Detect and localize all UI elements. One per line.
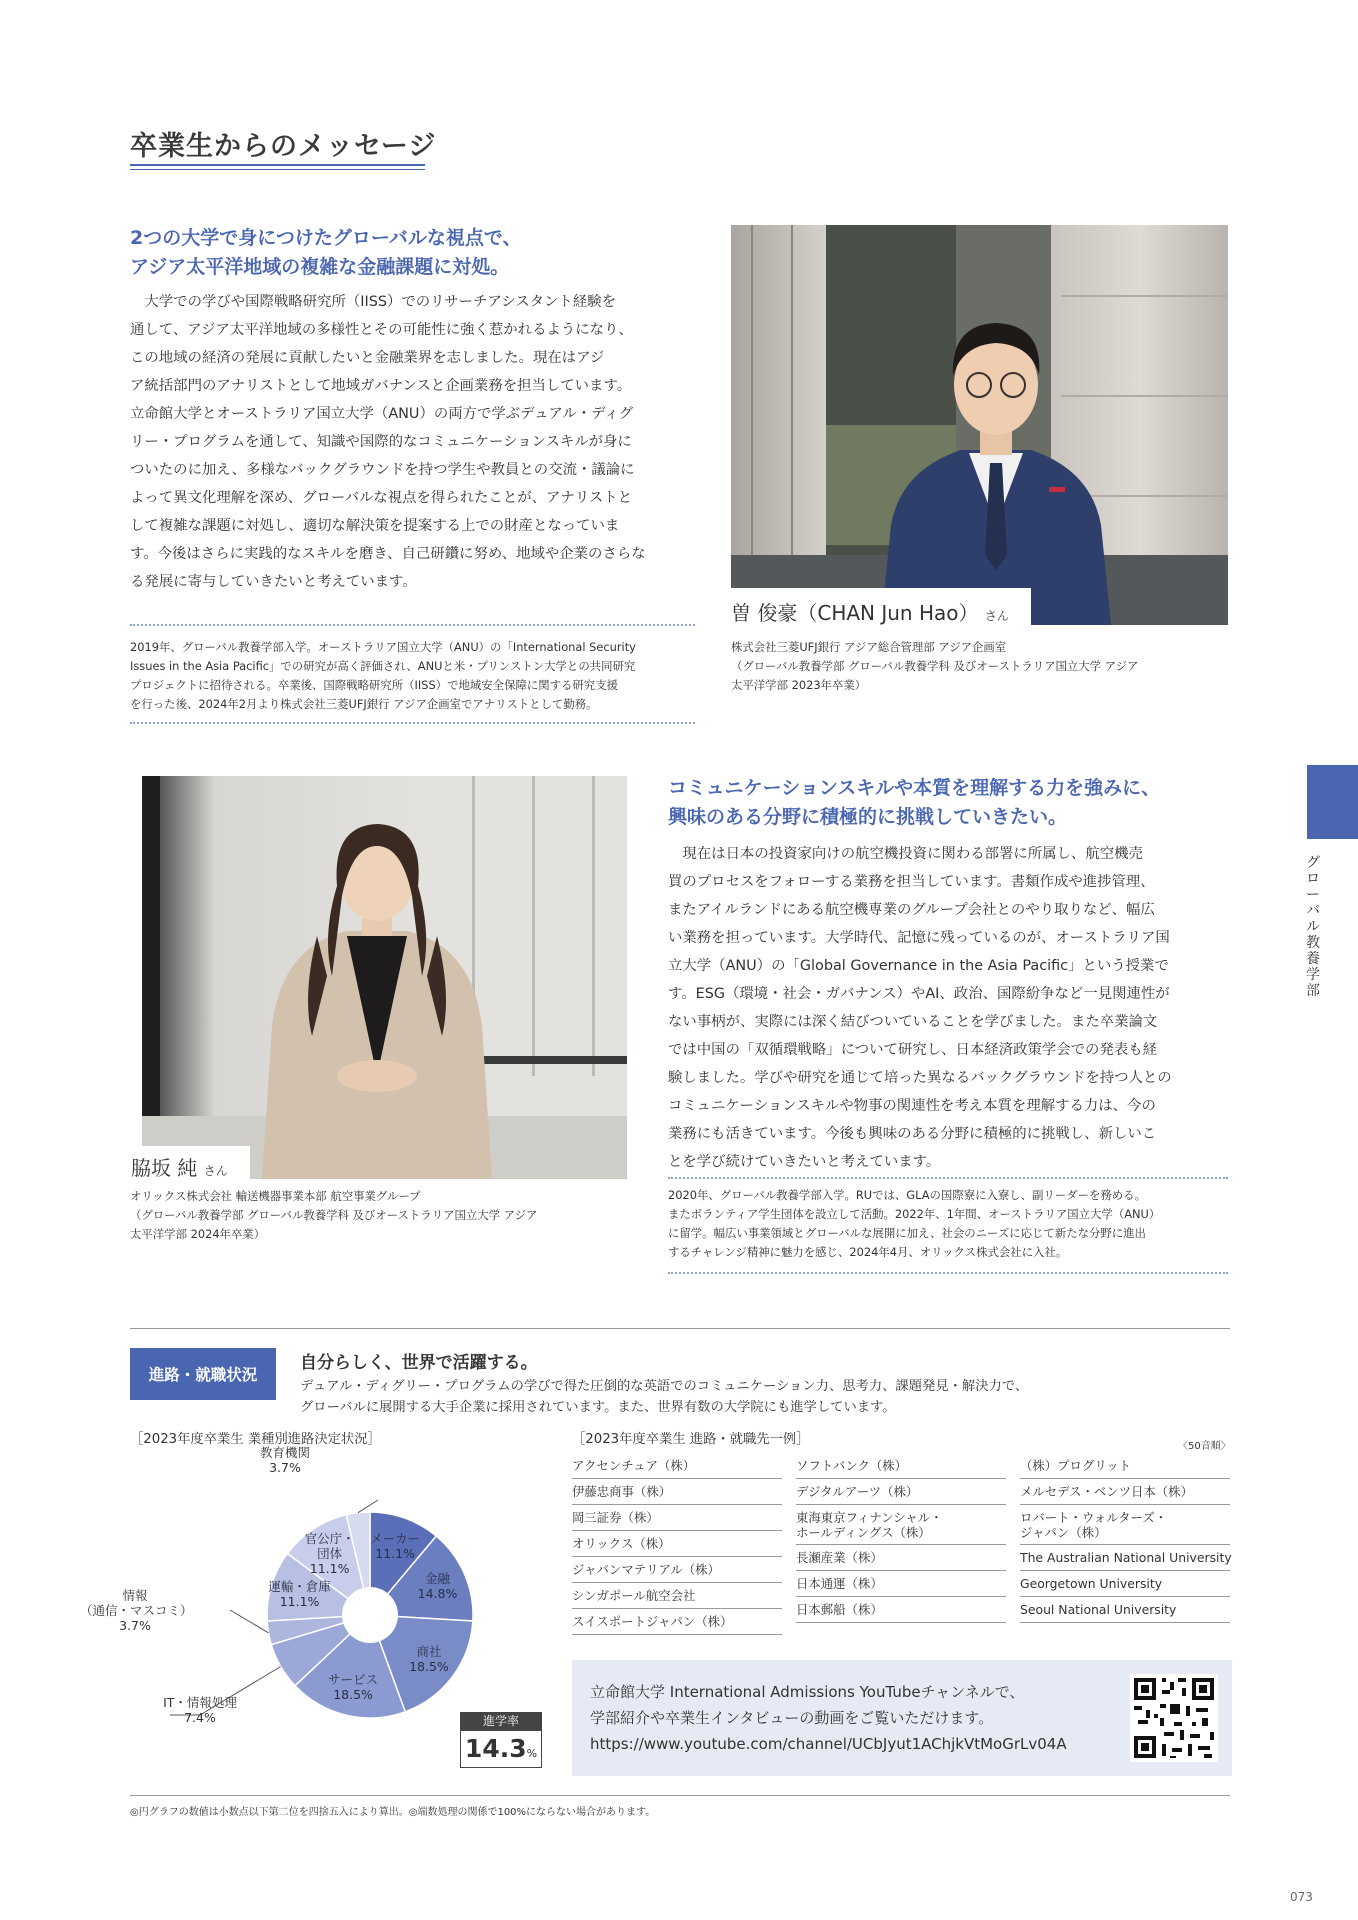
- alumni2-affiliation-line: 太平洋学部 2024年卒業）: [130, 1227, 266, 1241]
- career-headline: 自分らしく、世界で活躍する。: [300, 1353, 538, 1373]
- page-title: 卒業生からのメッセージ: [130, 131, 437, 162]
- company-name: スイスポートジャパン（株）: [572, 1614, 733, 1629]
- alumni2-name-text: 脇坂 純: [131, 1156, 198, 1180]
- pie-label-text: 運輸・倉庫: [268, 1578, 331, 1594]
- company-name: Georgetown University: [1020, 1576, 1163, 1591]
- alumni1-bio-line: を行った後、2024年2月より株式会社三菱UFJ銀行 アジア企画室でアナリストとして勤務。: [130, 697, 598, 711]
- alumni1-bio-line: 2019年、グローバル教養学部入学。オーストラリア国立大学（ANU）の「International Security: [130, 640, 636, 654]
- company-item: [796, 1505, 1006, 1545]
- alumni1-body-line: す。今後はさらに実践的なスキルを磨き、自己研鑽に努め、地域や企業のさらな: [130, 546, 646, 562]
- alumni2-headline-line: 興味のある分野に積極的に挑戦していきたい。: [668, 806, 1068, 828]
- section-tab: [1307, 765, 1358, 839]
- alumni2-bio-line: またボランティア学生団体を設立して活動。2022年、1年間、オーストラリア国立大学（ANU）: [668, 1207, 1161, 1221]
- company-item: [572, 1453, 782, 1479]
- alumni2-headline: [668, 774, 1160, 832]
- company-name: （株）プログリット: [1020, 1458, 1132, 1473]
- company-name: 日本郵船（株）: [796, 1602, 883, 1617]
- company-item: [1020, 1479, 1230, 1505]
- pie-label-text: 3.7%: [119, 1617, 151, 1633]
- companies-column-1: [572, 1453, 782, 1635]
- alumni2-divider: [668, 1177, 1228, 1179]
- qr-code-icon[interactable]: [1130, 1674, 1218, 1762]
- alumni1-divider: [130, 624, 695, 626]
- page-number: 073: [1290, 1890, 1313, 1904]
- youtube-text: 学部紹介や卒業生インタビューの動画をご覧いただけます。: [590, 1709, 994, 1727]
- alumni1-body-line: ついたのに加え、多様なバックグラウンドを持つ学生や教員との交流・議論に: [130, 462, 635, 478]
- pie-label-text: 11.1%: [375, 1545, 415, 1561]
- pie-label: [275, 1531, 385, 1576]
- company-item: [1020, 1453, 1230, 1479]
- alumni2-honorific: さん: [203, 1164, 228, 1178]
- alumni2-affiliation-line: （グローバル教養学部 グローバル教養学科 及びオーストラリア国立大学 アジア: [130, 1208, 538, 1222]
- youtube-box: [572, 1660, 1232, 1776]
- company-item: [796, 1597, 1006, 1623]
- alumni2-bio-line: するチャレンジ精神に魅力を感じ、2024年4月、オリックス株式会社に入社。: [668, 1245, 1068, 1259]
- section-rule: [130, 1328, 1230, 1329]
- company-name: シンガポール航空会社: [572, 1588, 696, 1603]
- pie-label-text: サービス: [328, 1671, 379, 1687]
- alumni2-body-line: とを学び続けていきたいと考えています。: [668, 1154, 941, 1170]
- advance-rate-box: [460, 1730, 542, 1768]
- alumni2-affiliation: [130, 1187, 630, 1244]
- company-name: The Australian National University: [1020, 1550, 1232, 1565]
- alumni2-bio-line: 2020年、グローバル教養学部入学。RUでは、GLAの国際寮に入寮し、副リーダーを務める。: [668, 1188, 1146, 1202]
- advance-rate-unit: %: [526, 1747, 538, 1760]
- alumni1-headline: [130, 224, 522, 282]
- company-name: メルセデス・ベンツ日本（株）: [1020, 1484, 1193, 1499]
- company-name: 長瀬産業（株）: [796, 1550, 883, 1565]
- side-label: グローバル教養学部: [1306, 855, 1320, 999]
- pie-label-text: 金融: [424, 1570, 450, 1586]
- alumni1-body-line: この地域の経済の発展に貢献したいと金融業界を志しました。現在はアジ: [130, 350, 605, 366]
- company-item: [572, 1609, 782, 1635]
- pie-label: [145, 1695, 255, 1725]
- alumni2-body-line: 買のプロセスをフォローする業務を担当しています。書類作成や進捗管理、: [668, 874, 1155, 890]
- pie-label-text: （通信・マスコミ）: [80, 1602, 193, 1618]
- company-item: [572, 1583, 782, 1609]
- title-underline-thin: [130, 169, 425, 170]
- advance-rate-label: 進学率: [460, 1712, 542, 1730]
- pie-label-text: 11.1%: [309, 1561, 350, 1577]
- alumni2-bio-line: に留学。幅広い事業領域とグローバルな展開に加え、社会のニーズに応じて新たな分野に進出: [668, 1226, 1146, 1240]
- pie-label-text: メーカー: [370, 1530, 420, 1546]
- pie-label-text: 11.1%: [279, 1593, 320, 1609]
- bottom-rule: [130, 1795, 1230, 1796]
- company-item: [796, 1453, 1006, 1479]
- pie-label-text: 団体: [317, 1546, 343, 1562]
- alumni1-bio-line: プロジェクトに招待される。卒業後、国際戦略研究所（IISS）で地域安全保障に関する研究支援: [130, 678, 618, 692]
- pie-label: [80, 1587, 193, 1633]
- company-name: ソフトバンク（株）: [796, 1458, 908, 1473]
- pie-label-text: 教育機関: [259, 1445, 310, 1460]
- footnote: ◎円グラフの数値は小数点以下第二位を四捨五入により算出。◎端数処理の関係で100%にならない場合があります。: [130, 1807, 656, 1818]
- company-name: デジタルアーツ（株）: [796, 1484, 919, 1499]
- pie-label: [245, 1579, 355, 1609]
- alumni2-body-line: 業務にも活きています。今後も興味のある分野に積極的に挑戦し、新しいこ: [668, 1126, 1157, 1142]
- pie-label-text: 情報: [122, 1587, 148, 1603]
- alumni1-headline-line: 2つの大学で身につけたグローバルな視点で、: [130, 227, 522, 249]
- alumni1-bio: [130, 638, 695, 714]
- alumni2-body-line: またアイルランドにある航空機専業のグループ会社とのやり取りなど、幅広: [668, 902, 1155, 918]
- alumni1-body-line: る発展に寄与していきたいと考えています。: [130, 574, 417, 590]
- alumni2-affiliation-line: オリックス株式会社 輸送機器事業本部 航空事業グループ: [130, 1189, 421, 1203]
- alumni1-headline-line: アジア太平洋地域の複雑な金融課題に対処。: [130, 256, 510, 278]
- youtube-text: 立命館大学 International Admissions YouTubeチャンネルで、: [590, 1683, 1025, 1701]
- company-name: Seoul National University: [1020, 1602, 1177, 1617]
- alumni1-bio-line: Issues in the Asia Pacific」での研究が高く評価され、ANUと米・プリンストン大学との共同研究: [130, 659, 636, 673]
- alumni1-body-line: 大学での学びや国際戦略研究所（IISS）でのリサーチアシスタント経験を: [130, 294, 616, 310]
- alumni1-photo: [731, 225, 1228, 625]
- pie-label-text: 商社: [416, 1643, 442, 1659]
- alumni2-divider-bottom: [668, 1272, 1228, 1274]
- company-item: [572, 1557, 782, 1583]
- alumni1-body-line: 立命館大学とオーストラリア国立大学（ANU）の両方で学ぶデュアル・ディグ: [130, 406, 634, 422]
- company-name: 東海東京フィナンシャル・: [796, 1509, 943, 1525]
- company-name: ロバート・ウォルターズ・: [1020, 1509, 1168, 1525]
- alumni2-body-line: す。ESG（環境・社会・ガバナンス）やAI、政治、国際紛争など一見関連性が: [668, 986, 1170, 1002]
- companies-column-2: [796, 1453, 1006, 1623]
- pie-label: [374, 1644, 484, 1674]
- alumni1-name-text: 曽 俊豪（CHAN Jun Hao）: [731, 601, 979, 625]
- company-item: [796, 1479, 1006, 1505]
- alumni1-body-line: して複雑な課題に対処し、適切な解決策を提案する上での財産となっていま: [130, 518, 620, 534]
- alumni1-divider-bottom: [130, 722, 695, 724]
- alumni1-affiliation-line: 太平洋学部 2023年卒業）: [731, 678, 867, 692]
- alumni1-body-line: 通して、アジア太平洋地域の多様性とその可能性に強く惹かれるようになり、: [130, 322, 633, 338]
- alumni2-body-line: ない事柄が、実際には深く結びついていることを学びました。また卒業論文: [668, 1014, 1158, 1030]
- alumni1-honorific: さん: [984, 609, 1009, 623]
- company-item: [572, 1531, 782, 1557]
- company-name: 岡三証券（株）: [572, 1510, 659, 1525]
- company-name: 伊藤忠商事（株）: [572, 1484, 672, 1499]
- alumni1-body: [130, 288, 695, 596]
- pie-caption: ［2023年度卒業生 業種別進路決定状況］: [130, 1432, 381, 1447]
- company-item: [796, 1571, 1006, 1597]
- advance-rate-value: 14.3: [464, 1734, 527, 1763]
- alumni1-affiliation-line: 株式会社三菱UFJ銀行 アジア総合管理部 アジア企画室: [731, 640, 1007, 654]
- pie-label-text: 18.5%: [333, 1686, 373, 1702]
- alumni2-body: [668, 840, 1228, 1176]
- alumni2-body-line: 立大学（ANU）の「Global Governance in the Asia Pacific」という授業で: [668, 958, 1169, 974]
- pie-label-text: 14.8%: [417, 1585, 458, 1601]
- company-name: ジャパン（株）: [1020, 1524, 1107, 1540]
- alumni1-name: [731, 597, 1009, 626]
- alumni2-body-line: コミュニケーションスキルや物事の関連性を考え本質を理解する力は、今の: [668, 1098, 1156, 1114]
- company-name: アクセンチュア（株）: [572, 1458, 696, 1473]
- pie-label-text: 18.5%: [409, 1658, 449, 1674]
- company-item: [1020, 1571, 1230, 1597]
- company-item: [1020, 1545, 1230, 1571]
- pie-label: [230, 1445, 340, 1475]
- career-text: デュアル・ディグリー・プログラムの学びで得た圧倒的な英語でのコミュニケーション力、思考力、課題発見・解決力で、: [300, 1379, 1029, 1394]
- alumni1-affiliation-line: （グローバル教養学部 グローバル教養学科 及びオーストラリア国立大学 アジア: [731, 659, 1139, 673]
- pie-label-text: 3.7%: [269, 1460, 301, 1475]
- alumni1-affiliation: [731, 638, 1231, 695]
- company-name: オリックス（株）: [572, 1536, 671, 1551]
- alumni1-body-line: リー・プログラムを通して、知識や国際的なコミュニケーションスキルが身に: [130, 434, 632, 450]
- company-item: [1020, 1505, 1230, 1545]
- pie-label: [382, 1571, 492, 1601]
- alumni2-bio: [668, 1186, 1228, 1262]
- career-text: グローバルに展開する大手企業に採用されています。また、世界有数の大学院にも進学しています。: [300, 1400, 896, 1415]
- alumni2-headline-line: コミュニケーションスキルや本質を理解する力を強みに、: [668, 777, 1161, 799]
- table-note: 〈50音順〉: [1178, 1441, 1231, 1452]
- title-underline: [130, 164, 425, 166]
- pie-leader-line: [230, 1610, 269, 1633]
- alumni2-body-line: い業務を担っています。大学時代、記憶に残っているのが、オーストラリア国: [668, 930, 1170, 946]
- company-name: ジャパンマテリアル（株）: [572, 1562, 720, 1577]
- company-item: [572, 1479, 782, 1505]
- alumni2-name: [131, 1152, 228, 1181]
- companies-column-3: [1020, 1453, 1230, 1623]
- alumni2-body-line: 現在は日本の投資家向けの航空機投資に関わる部署に所属し、航空機売: [668, 846, 1143, 862]
- company-item: [572, 1505, 782, 1531]
- pie-label: [298, 1672, 408, 1702]
- pie-leader-line: [358, 1500, 378, 1513]
- alumni2-photo: [142, 776, 627, 1179]
- alumni2-body-line: 験しました。学びや研究を通じて培った異なるバックグラウンドを持つ人との: [668, 1070, 1172, 1086]
- alumni1-body-line: ア統括部門のアナリストとして地域ガバナンスと企画業務を担当しています。: [130, 378, 632, 394]
- company-name: 日本通運（株）: [796, 1576, 883, 1591]
- company-item: [1020, 1597, 1230, 1623]
- youtube-url-link[interactable]: https://www.youtube.com/channel/UCbJyut1AChjkVtMoGrLv04A: [590, 1735, 1067, 1753]
- table-caption: ［2023年度卒業生 進路・就職先一例］: [572, 1432, 810, 1447]
- company-name: ホールディングス（株）: [796, 1524, 931, 1540]
- pie-label-text: IT・情報処理: [163, 1695, 237, 1710]
- alumni2-body-line: では中国の「双循環戦略」について研究し、日本経済政策学会での発表も経: [668, 1042, 1157, 1058]
- career-badge: 進路・就職状況: [130, 1348, 276, 1400]
- pie-label-text: 官公庁・: [304, 1531, 355, 1547]
- company-item: [796, 1545, 1006, 1571]
- alumni1-body-line: よって異文化理解を深め、グローバルな視点を得られたことが、アナリストと: [130, 490, 633, 506]
- pie-label-text: 7.4%: [184, 1710, 216, 1725]
